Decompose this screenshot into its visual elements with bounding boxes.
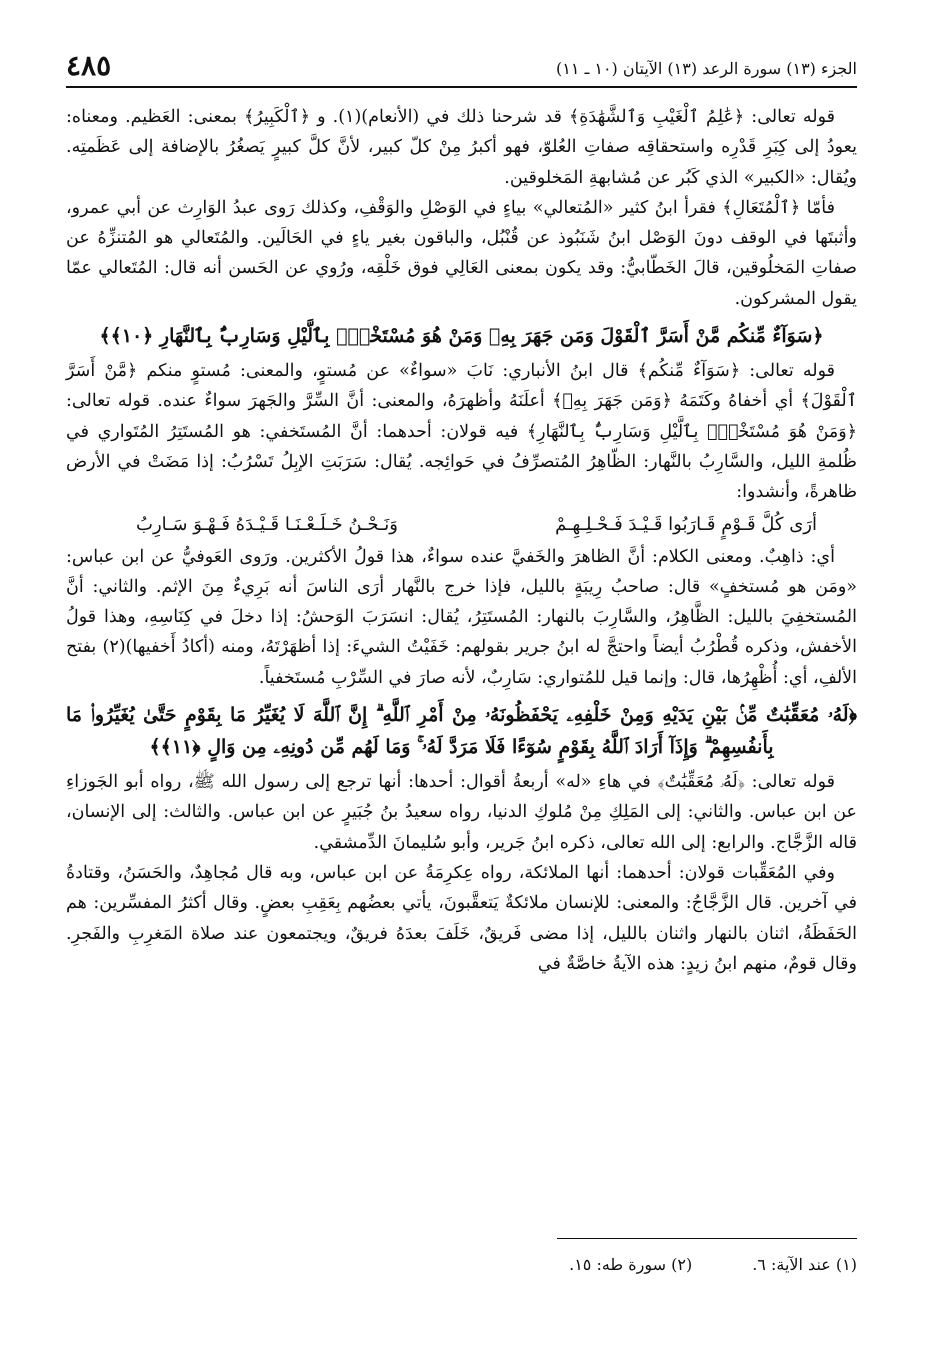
body-text <box>66 102 857 979</box>
quran-verse: ﴿سَوَآءٌ مِّنكُم مَّنْ أَسَرَّ ٱلْقَوْلَ وَمَن جَهَرَ بِهِۦ وَمَنْ هُوَ مُسْتَخْفٍۭ بِٱلَّيْلِ وَسَارِبٌۢ بِٱلنَّهَارِ ﴿١٠﴾﴾ <box>99 325 824 348</box>
poem-hemistich-right: أرَى كُلَّ قَـوْمٍ قَـارَبُوا قَـيْـدَ فَـحْـلِـهِـمْ <box>555 513 817 535</box>
footnote-divider <box>557 1238 857 1239</box>
paragraph: فأمّا ﴿ٱلْمُتَعَالِ﴾ فقرأ ابنُ كثير «المُتعالي» بياءٍ في الوَصْلِ والوَقْفِ، وكذلك رَوى عبدُ الوَارِث عن أبي عمرو، وأثبتَها في الوقف دونَ الوَصْل ابنُ شَنَبُوذ عن قُنْبُل، والباقون بغير ياءٍ في الحَالَين. والمُتَعالي هو المُتنزِّهُ عن صفاتِ المَخلُوقين، قالَ الخَطّابيُّ: وقد يكون بمعنى العَالِي فوق خَلْقِه، ورُوي عن الحَسن أنه قال: المُتَعالي عمّا يقول المشركون. <box>66 197 857 309</box>
footnote: (٢) سورة طه: ١٥. <box>569 1255 693 1274</box>
paragraph: قوله تعالى: ﴿عَٰلِمُ ٱلْغَيْبِ وَٱلشَّهَٰدَةِ﴾ قد شرحنا ذلك في (الأنعام)(١). و ﴿ٱلْكَبِيرُ﴾ بمعنى: العَظيم. ومعناه: يعودُ إلى كِبَرِ قَدْرِه واستحقاقِه صفاتِ العُلوّ، فهو أكبرُ مِنْ كلّ كبير، لأنَّ كلَّ كبيرٍ يَصغُرُ بالإضافة إلى عَظَمتِه. ويُقال: «الكبير» الذي كَبُر عن مُشابهةِ المَخلوقين. <box>66 107 857 188</box>
running-head: الجزء (١٣) سورة الرعد (١٣) الآيتان (١٠ ـ ١١) <box>556 59 857 78</box>
poem-hemistich-left: وَنَـحْـنُ خَـلَـعْـنَـا قَـيْـدَهُ فَـهْـوَ سَـارِبُ <box>136 513 398 535</box>
paragraph: قوله تعالى: ﴿لَهُۥ مُعَقِّبَٰتٌ﴾ في هاءِ «له» أربعةُ أقوال: أحدها: أنها ترجع إلى رسول الله ﷺ، رواه أبو الجَوزاءِ عن ابن عباس. والثاني: إلى المَلِكِ مِنْ مُلوكِ الدنيا، رواه سعيدُ بنُ جُبَيرٍ عن ابن عباس. والثالث: إلى الإنسان، قاله الزَّجَّاج. والرابع: إلى الله تعالى، ذكره ابنُ جَرير، وأبو سُليمانَ الدِّمشقي. <box>66 772 857 853</box>
paragraph: أي: ذاهِبٌ. ومعنى الكلام: أنَّ الظاهرَ والخَفيَّ عنده سواءٌ، هذا قولُ الأكثرين. ورَوى العَوفيُّ عن ابن عباس: «ومَن هو مُستخفٍ» قال: صاحبُ رِيبَةٍ بالليل، فإذا خرج بالنَّهار أرَى الناسَ أنه بَرِيءٌ مِنَ الإثم. والثاني: أنَّ المُستخفِيَ بالليل: الظَّاهِرُ، والسَّارِبَ بالنهار: المُستَتِرُ، يُقال: انسَرَبَ الوَحشُ: إذا دخلَ في كِنَاسِهِ، وهذا قولُ الأخفش، وذكره قُطْرُبُ أيضاً واحتجَّ له ابنُ جرير بقولهم: خَفَيْتُ الشيءَ: إذا أظهَرْتَهُ، ومنه (أكادُ أَخفيها)(٢) بفتح الألفِ، أي: أُظْهِرُها، قال: وإنما قيل للمُتواري: سَارِبٌ، لأنه صارَ في السِّرْبِ مُستَخفياً. <box>66 546 857 688</box>
poem-line <box>66 510 857 540</box>
footnotes <box>66 1254 857 1276</box>
page-number: ٤٨٥ <box>66 49 112 82</box>
paragraph: قوله تعالى: ﴿سَوَآءٌ مِّنكُم﴾ قال ابنُ الأنباري: نَابَ «سواءٌ» عن مُستوٍ، والمعنى: مُستوٍ منكم ﴿مَّنْ أَسَرَّ ٱلْقَوْلَ﴾ أي أخفاهُ وكَتَمَهُ ﴿وَمَن جَهَرَ بِهِۦ﴾ أعلَنَهُ وأظهرَهُ، والمعنى: أنَّ السِّرَّ والجَهرَ سواءٌ عنده. قوله تعالى: ﴿وَمَنْ هُوَ مُسْتَخْفٍۭ بِٱلَّيْلِ وَسَارِبٌۢ بِٱلنَّهَارِ﴾ فيه قولان: أحدهما: أنَّ المُستَخفي: هو المُستَتِرُ المُتَواري في ظُلمةِ الليل، والسَّارِبُ بالنَّهار: الظّاهِرُ المُتصرِّفُ في حَوائِجه. يُقال: سَرَبَتِ الإبِلُ تَسْرُبُ: إذا مَضَتْ في الأرض ظاهرةً، وأنشدوا: <box>66 361 857 503</box>
footnote: (١) عند الآية: ٦. <box>752 1255 857 1274</box>
paragraph: وفي المُعَقِّبات قولان: أحدهما: أنها الملائكة، رواه عِكرِمَةُ عن ابن عباس، وبه قال مُجاهِدٌ، والحَسَنُ، وقتادةُ في آخرين. قال الزَّجَّاجُ: والمعنى: للإنسان ملائكةٌ يَتعقَّبونَ، يأتي بعضُهم بِعَقِبِ بعضٍ. وقال أكثرُ المفسِّرين: هم الحَفَظَةُ، اثنان بالنهار واثنان بالليل، إذا مضى فَريقٌ، خَلَفَ بعدَهُ فريقٌ، ويجتمعون عند صلاة المَغرِبِ والفَجرِ. وقال قومٌ، منهم ابنُ زيدٍ: هذه الآيةُ خاصَّةٌ في <box>66 862 857 974</box>
quran-verse: ﴿لَهُۥ مُعَقِّبَٰتٌ مِّنۢ بَيْنِ يَدَيْهِ وَمِنْ خَلْفِهِۦ يَحْفَظُونَهُۥ مِنْ أَمْرِ ٱللَّهِ ۗ إِنَّ ٱللَّهَ لَا يُغَيِّرُ مَا بِقَوْمٍ حَتَّىٰ يُغَيِّرُوا۟ مَا بِأَنفُسِهِمْ ۗ وَإِذَآ أَرَادَ ٱللَّهُ بِقَوْمٍ سُوٓءًا فَلَا مَرَدَّ لَهُۥ ۚ وَمَا لَهُم مِّن دُونِهِۦ مِن وَالٍ ﴿١١﴾﴾ <box>66 704 857 759</box>
header <box>66 49 857 88</box>
